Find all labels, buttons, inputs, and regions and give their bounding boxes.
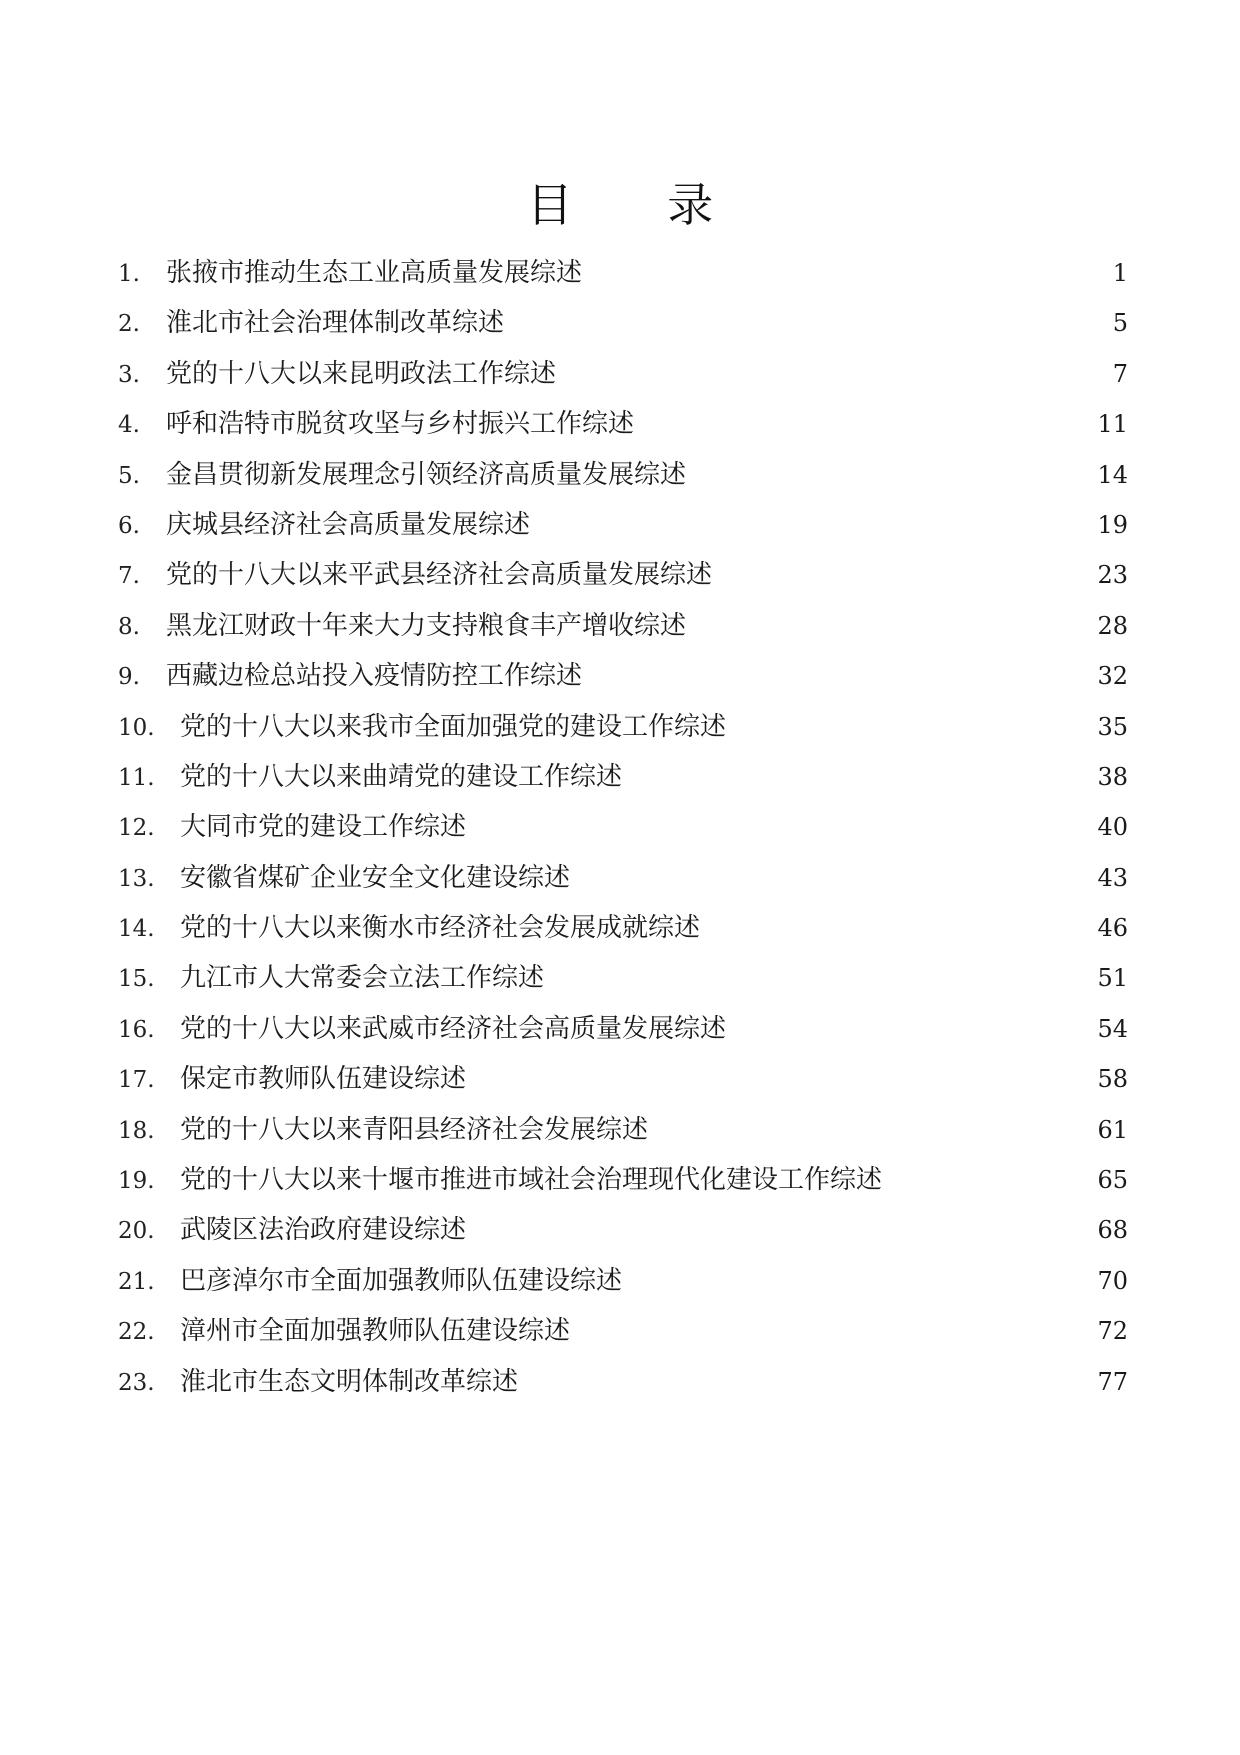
toc-entry-number: 22. [118,1319,155,1346]
toc-entry-page-number: 11 [1097,410,1128,439]
toc-entry[interactable] [118,349,1128,399]
toc-entry-page-number: 68 [1097,1216,1128,1245]
toc-entry[interactable] [118,802,1128,852]
toc-entry-number: 3. [118,361,140,388]
toc-entry-title[interactable]: 张掖市推动生态工业高质量发展综述 [166,258,583,288]
toc-entry-page-number: 77 [1097,1367,1128,1396]
toc-entry-number: 5. [118,462,140,489]
toc-entry-title[interactable]: 九江市人大常委会立法工作综述 [180,963,545,994]
toc-entry-page-number: 28 [1097,611,1128,640]
toc-entry-number: 9. [118,664,140,691]
toc-entry-title[interactable]: 党的十八大以来衡水市经济社会发展成就综述 [180,913,701,944]
toc-entry-number: 20. [118,1218,155,1245]
toc-entry-number: 10. [118,714,155,741]
toc-entry-title[interactable]: 党的十八大以来青阳县经济社会发展综述 [180,1114,649,1145]
toc-entry-page-number: 38 [1097,762,1128,791]
toc-entry-title[interactable]: 党的十八大以来十堰市推进市域社会治理现代化建设工作综述 [180,1165,883,1196]
toc-entry-page-number: 19 [1097,510,1128,539]
toc-entry[interactable] [118,1105,1128,1155]
toc-entry-title[interactable]: 安徽省煤矿企业安全文化建设综述 [180,862,571,893]
toc-entry-number: 4. [118,412,140,439]
toc-entry-page-number: 40 [1097,813,1128,842]
toc-entry-number: 12. [118,815,155,842]
toc-entry-number: 18. [118,1117,155,1144]
toc-entry-page-number: 70 [1097,1266,1128,1295]
toc-entry-title[interactable]: 黑龙江财政十年来大力支持粮食丰产增收综述 [166,610,687,641]
toc-entry-number: 17. [118,1067,155,1094]
toc-entry-title[interactable]: 西藏边检总站投入疫情防控工作综述 [166,661,583,692]
toc-entry[interactable] [118,248,1128,298]
toc-entry-page-number: 43 [1097,863,1128,892]
toc-entry[interactable] [118,1205,1128,1255]
toc-entry-number: 23. [118,1369,155,1396]
toc-entry[interactable] [118,953,1128,1003]
toc-entry-title[interactable]: 党的十八大以来曲靖党的建设工作综述 [180,761,623,792]
toc-entry-title[interactable]: 金昌贯彻新发展理念引领经济高质量发展综述 [166,459,687,490]
toc-entry-title[interactable]: 保定市教师队伍建设综述 [180,1064,467,1095]
toc-entry[interactable] [118,298,1128,348]
toc-entry[interactable] [118,550,1128,600]
toc-entry[interactable] [118,853,1128,903]
toc-entry[interactable] [118,450,1128,500]
toc-entry-number: 21. [118,1268,155,1295]
toc-entry-page-number: 35 [1097,712,1128,741]
toc-entry[interactable] [118,903,1128,953]
toc-entry[interactable] [118,1004,1128,1054]
toc-entry-number: 13. [118,865,155,892]
toc-entry-title[interactable]: 党的十八大以来武威市经济社会高质量发展综述 [180,1013,727,1044]
toc-entry-page-number: 14 [1097,460,1128,489]
toc-entry-title[interactable]: 庆城县经济社会高质量发展综述 [166,509,531,540]
toc-entry-page-number: 54 [1097,1014,1128,1043]
toc-entry[interactable] [118,601,1128,651]
toc-entry-page-number: 1 [1112,259,1128,287]
toc-entry-title[interactable]: 武陵区法治政府建设综述 [180,1215,467,1246]
toc-entry-page-number: 7 [1112,359,1128,388]
toc-entry-title[interactable]: 淮北市社会治理体制改革综述 [166,308,505,339]
toc-entry[interactable] [118,651,1128,701]
toc-entry[interactable] [118,399,1128,449]
toc-entry-number: 2. [118,311,140,338]
toc-entry-page-number: 65 [1097,1166,1128,1195]
table-of-contents [118,248,1128,1407]
page-title: 目 录 [526,177,754,232]
toc-entry-page-number: 72 [1097,1317,1128,1346]
toc-entry-title[interactable]: 巴彦淖尔市全面加强教师队伍建设综述 [180,1265,623,1296]
toc-entry[interactable] [118,1256,1128,1306]
toc-entry[interactable] [118,702,1128,752]
toc-entry-title[interactable]: 党的十八大以来昆明政法工作综述 [166,358,557,389]
toc-entry-page-number: 61 [1097,1115,1128,1144]
toc-entry-page-number: 58 [1097,1065,1128,1094]
toc-entry-page-number: 51 [1097,964,1128,993]
toc-entry-title[interactable]: 呼和浩特市脱贫攻坚与乡村振兴工作综述 [166,409,635,440]
toc-entry-number: 11. [118,764,155,791]
toc-entry-page-number: 5 [1112,309,1128,338]
toc-entry-number: 7. [118,563,140,590]
toc-entry-number: 8. [118,613,140,640]
toc-entry-title[interactable]: 党的十八大以来我市全面加强党的建设工作综述 [180,711,727,742]
toc-entry-number: 16. [118,1016,155,1043]
toc-entry-page-number: 32 [1097,662,1128,691]
toc-entry-number: 19. [118,1168,155,1195]
toc-entry-title[interactable]: 漳州市全面加强教师队伍建设综述 [180,1316,571,1347]
toc-entry-number: 6. [118,512,140,539]
toc-entry[interactable] [118,1054,1128,1104]
toc-entry-title[interactable]: 党的十八大以来平武县经济社会高质量发展综述 [166,560,713,591]
toc-entry-number: 14. [118,916,155,943]
toc-entry[interactable] [118,1155,1128,1205]
toc-entry-title[interactable]: 淮北市生态文明体制改革综述 [180,1366,519,1397]
toc-entry-page-number: 23 [1097,561,1128,590]
toc-entry[interactable] [118,500,1128,550]
toc-entry-page-number: 46 [1097,914,1128,943]
toc-entry-number: 15. [118,966,155,993]
toc-entry[interactable] [118,1357,1128,1407]
toc-entry-number: 1. [118,261,140,287]
toc-entry[interactable] [118,1306,1128,1356]
toc-entry-title[interactable]: 大同市党的建设工作综述 [180,812,467,843]
toc-entry[interactable] [118,752,1128,802]
